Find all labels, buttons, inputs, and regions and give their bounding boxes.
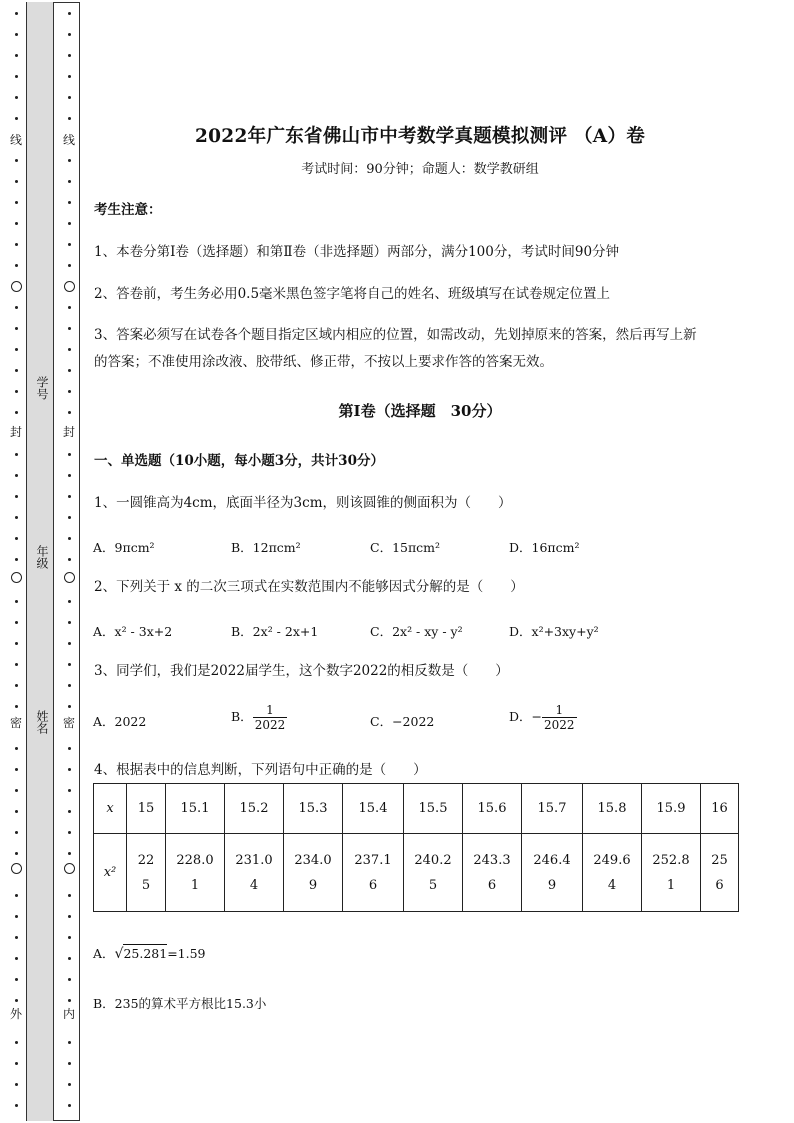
binding-dot bbox=[15, 663, 18, 666]
q3-option-a: A．2022 bbox=[93, 714, 147, 729]
cell-bottom: 9 bbox=[308, 877, 318, 893]
binding-dot bbox=[15, 705, 18, 708]
q3-option-d-prefix: D．− bbox=[509, 709, 542, 724]
cell-bottom: 5 bbox=[428, 877, 438, 893]
binding-circle-icon bbox=[64, 572, 75, 583]
inner-label-xian: 线 bbox=[62, 133, 75, 147]
table-cell bbox=[166, 834, 225, 912]
table-cell: 15.7 bbox=[522, 784, 583, 834]
q4-option-a-prefix: A． bbox=[93, 946, 115, 961]
binding-dot bbox=[15, 621, 18, 624]
table-row-x-squared bbox=[94, 834, 739, 912]
binding-dot bbox=[68, 768, 71, 771]
q1-option-a: A．9πcm² bbox=[93, 540, 155, 555]
binding-dot bbox=[15, 936, 18, 939]
binding-dot bbox=[15, 642, 18, 645]
notice-item-3-cont: 的答案；不准使用涂改液、胶带纸、修正带，不按以上要求作答的答案无效。 bbox=[94, 354, 553, 370]
binding-dot bbox=[15, 453, 18, 456]
binding-dot bbox=[68, 54, 71, 57]
binding-dot bbox=[68, 96, 71, 99]
q3-option-b-numerator: 1 bbox=[253, 703, 288, 718]
binding-dot bbox=[68, 537, 71, 540]
table-cell bbox=[463, 834, 522, 912]
exam-info: 考试时间：90分钟；命题人：数学教研组 bbox=[301, 162, 539, 177]
cell-bottom: 6 bbox=[368, 877, 378, 893]
q3-option-b-denominator: 2022 bbox=[254, 718, 286, 732]
binding-dot bbox=[68, 33, 71, 36]
table-cell: 16 bbox=[701, 784, 739, 834]
binding-dot bbox=[68, 222, 71, 225]
binding-dot bbox=[15, 1104, 18, 1107]
name-field: 姓名 bbox=[35, 710, 49, 734]
binding-dot bbox=[15, 180, 18, 183]
binding-dot bbox=[68, 621, 71, 624]
binding-dot bbox=[68, 789, 71, 792]
binding-dot bbox=[15, 831, 18, 834]
binding-dot bbox=[15, 411, 18, 414]
binding-dot bbox=[15, 957, 18, 960]
cell-top: 240.2 bbox=[414, 852, 452, 868]
binding-dot bbox=[15, 1083, 18, 1086]
student-id-field: 学号 bbox=[35, 376, 49, 400]
binding-dot bbox=[68, 684, 71, 687]
q4-option-a bbox=[93, 944, 206, 962]
binding-dot bbox=[15, 810, 18, 813]
q1-option-c: C．15πcm² bbox=[370, 540, 441, 555]
binding-dot bbox=[15, 516, 18, 519]
binding-dot bbox=[68, 180, 71, 183]
binding-dot bbox=[15, 747, 18, 750]
binding-dot bbox=[68, 453, 71, 456]
table-cell: 15.5 bbox=[404, 784, 463, 834]
q3-option-d-denominator: 2022 bbox=[544, 718, 575, 732]
cell-top: 228.0 bbox=[176, 852, 214, 868]
notice-item-3: 3、答案必须写在试卷各个题目指定区域内相应的位置，如需改动，先划掉原来的答案，然后再写上新 bbox=[94, 327, 697, 343]
table-cell bbox=[642, 834, 701, 912]
table-header-x-squared: x² bbox=[94, 834, 127, 912]
binding-dot bbox=[15, 327, 18, 330]
binding-dot bbox=[68, 516, 71, 519]
cell-top: 25 bbox=[711, 852, 728, 868]
binding-dot bbox=[15, 369, 18, 372]
binding-dot bbox=[68, 159, 71, 162]
binding-circle-icon bbox=[11, 572, 22, 583]
binding-dot bbox=[15, 75, 18, 78]
outer-label-xian: 线 bbox=[9, 133, 22, 147]
table-cell bbox=[127, 834, 166, 912]
cell-top: 243.3 bbox=[473, 852, 511, 868]
table-cell bbox=[284, 834, 343, 912]
binding-dot bbox=[15, 96, 18, 99]
binding-circle-icon bbox=[64, 863, 75, 874]
table-cell bbox=[583, 834, 642, 912]
binding-dot bbox=[68, 600, 71, 603]
cell-top: 249.6 bbox=[593, 852, 631, 868]
binding-dot bbox=[68, 831, 71, 834]
binding-dot bbox=[15, 348, 18, 351]
binding-dot bbox=[15, 915, 18, 918]
square-table bbox=[93, 783, 739, 912]
binding-dot bbox=[68, 852, 71, 855]
q1-option-b: B．12πcm² bbox=[231, 540, 301, 555]
q2-option-b: B．2x² - 2x+1 bbox=[231, 624, 319, 639]
cell-bottom: 4 bbox=[249, 877, 259, 893]
binding-dot bbox=[15, 33, 18, 36]
outer-label-feng: 封 bbox=[9, 425, 22, 439]
q3-option-b-prefix: B． bbox=[231, 709, 253, 724]
table-cell bbox=[343, 834, 404, 912]
cell-bottom: 6 bbox=[487, 877, 497, 893]
binding-circle-icon bbox=[64, 281, 75, 292]
binding-dot bbox=[15, 159, 18, 162]
binding-dot bbox=[15, 852, 18, 855]
binding-dot bbox=[15, 999, 18, 1002]
binding-dot bbox=[15, 684, 18, 687]
q2-option-a: A．x² - 3x+2 bbox=[93, 624, 173, 639]
cell-bottom: 4 bbox=[607, 877, 617, 893]
binding-dot bbox=[68, 306, 71, 309]
binding-dot bbox=[68, 705, 71, 708]
binding-dot bbox=[68, 264, 71, 267]
table-cell bbox=[225, 834, 284, 912]
binding-circle-icon bbox=[11, 863, 22, 874]
binding-dot bbox=[68, 915, 71, 918]
binding-dot bbox=[68, 1041, 71, 1044]
q4-option-a-radicand: 25.281 bbox=[123, 946, 168, 961]
binding-dot bbox=[68, 369, 71, 372]
binding-dot bbox=[68, 663, 71, 666]
binding-dot bbox=[68, 936, 71, 939]
part-heading: 一、单选题（10小题，每小题3分，共计30分） bbox=[94, 453, 384, 469]
binding-dot bbox=[15, 264, 18, 267]
binding-dot bbox=[68, 327, 71, 330]
question-4: 4、根据表中的信息判断，下列语句中正确的是（ ） bbox=[94, 762, 427, 778]
binding-dot bbox=[15, 789, 18, 792]
cell-bottom: 6 bbox=[715, 877, 724, 893]
binding-dot bbox=[15, 600, 18, 603]
binding-dot bbox=[68, 474, 71, 477]
binding-dot bbox=[15, 390, 18, 393]
q4-option-a-result: =1.59 bbox=[167, 946, 206, 961]
question-1: 1、一圆锥高为4cm，底面半径为3cm，则该圆锥的侧面积为（ ） bbox=[94, 495, 512, 511]
binding-dot bbox=[68, 390, 71, 393]
binding-dot bbox=[68, 75, 71, 78]
q3-option-b bbox=[231, 703, 287, 732]
table-cell bbox=[701, 834, 739, 912]
table-cell bbox=[522, 834, 583, 912]
cell-top: 231.0 bbox=[235, 852, 273, 868]
binding-dot bbox=[68, 747, 71, 750]
binding-dot bbox=[68, 810, 71, 813]
binding-dot bbox=[15, 558, 18, 561]
cell-top: 237.1 bbox=[354, 852, 392, 868]
binding-dot bbox=[15, 474, 18, 477]
binding-dot bbox=[68, 558, 71, 561]
cell-bottom: 1 bbox=[666, 877, 676, 893]
binding-dot bbox=[15, 768, 18, 771]
q3-option-b-fraction bbox=[253, 703, 288, 732]
binding-circle-icon bbox=[11, 281, 22, 292]
binding-dot bbox=[15, 54, 18, 57]
question-2: 2、下列关于 x 的二次三项式在实数范围内不能够因式分解的是（ ） bbox=[94, 579, 524, 595]
binding-dot bbox=[15, 222, 18, 225]
q3-option-d-fraction bbox=[542, 703, 577, 732]
notice-heading: 考生注意： bbox=[94, 202, 162, 218]
cell-bottom: 5 bbox=[141, 877, 151, 893]
binding-dot bbox=[68, 894, 71, 897]
q2-option-d: D．x²+3xy+y² bbox=[509, 624, 599, 639]
table-header-x: x bbox=[94, 784, 127, 834]
binding-dot bbox=[68, 117, 71, 120]
binding-dot bbox=[68, 348, 71, 351]
q2-option-c: C．2x² - xy - y² bbox=[370, 624, 463, 639]
binding-dot bbox=[15, 306, 18, 309]
page-title: 2022年广东省佛山市中考数学真题模拟测评 （A）卷 bbox=[194, 126, 646, 147]
table-cell: 15.2 bbox=[225, 784, 284, 834]
binding-dot bbox=[68, 201, 71, 204]
section-title: 第I卷（选择题 30分） bbox=[338, 402, 502, 420]
inner-label-nei: 内 bbox=[62, 1007, 75, 1021]
binding-dot bbox=[15, 1041, 18, 1044]
q1-option-d: D．16πcm² bbox=[509, 540, 580, 555]
binding-dot bbox=[15, 978, 18, 981]
binding-dot bbox=[15, 894, 18, 897]
binding-dot bbox=[68, 1062, 71, 1065]
binding-dot bbox=[68, 12, 71, 15]
binding-dot bbox=[68, 978, 71, 981]
binding-dot bbox=[68, 1104, 71, 1107]
inner-label-mi: 密 bbox=[62, 716, 75, 730]
grade-field: 年级 bbox=[35, 545, 49, 569]
outer-label-mi: 密 bbox=[9, 716, 22, 730]
inner-label-feng: 封 bbox=[62, 425, 75, 439]
binding-dot bbox=[15, 495, 18, 498]
cell-bottom: 9 bbox=[547, 877, 557, 893]
table-cell: 15.6 bbox=[463, 784, 522, 834]
cell-top: 252.8 bbox=[652, 852, 690, 868]
table-cell: 15.8 bbox=[583, 784, 642, 834]
binding-dot bbox=[68, 411, 71, 414]
binding-inner-box bbox=[53, 2, 80, 1121]
table-cell: 15.3 bbox=[284, 784, 343, 834]
cell-bottom: 1 bbox=[190, 877, 200, 893]
cell-top: 246.4 bbox=[533, 852, 571, 868]
binding-dot bbox=[68, 957, 71, 960]
table-cell: 15.1 bbox=[166, 784, 225, 834]
q4-option-b: B．235的算术平方根比15.3小 bbox=[93, 996, 267, 1011]
question-3: 3、同学们，我们是2022届学生，这个数字2022的相反数是（ ） bbox=[94, 663, 509, 679]
cell-top: 22 bbox=[137, 852, 155, 868]
binding-dot bbox=[68, 243, 71, 246]
sqrt-sign-icon: √ bbox=[114, 946, 124, 962]
table-cell: 15.4 bbox=[343, 784, 404, 834]
binding-dot bbox=[15, 243, 18, 246]
q3-option-d bbox=[509, 703, 577, 732]
outer-label-wai: 外 bbox=[9, 1007, 22, 1021]
binding-dot bbox=[68, 642, 71, 645]
binding-dot bbox=[68, 999, 71, 1002]
binding-dot bbox=[68, 1083, 71, 1086]
table-row-x bbox=[94, 784, 739, 834]
cell-top: 234.0 bbox=[294, 852, 332, 868]
binding-dot bbox=[68, 495, 71, 498]
binding-dot bbox=[15, 537, 18, 540]
q3-option-d-numerator: 1 bbox=[542, 703, 577, 718]
q3-option-c: C．−2022 bbox=[370, 714, 435, 729]
notice-item-1: 1、本卷分第I卷（选择题）和第Ⅱ卷（非选择题）两部分，满分100分，考试时间90分钟 bbox=[94, 244, 620, 260]
table-cell: 15 bbox=[127, 784, 166, 834]
binding-dot bbox=[15, 12, 18, 15]
table-cell bbox=[404, 834, 463, 912]
table-cell: 15.9 bbox=[642, 784, 701, 834]
binding-dot bbox=[15, 1062, 18, 1065]
binding-dot bbox=[15, 117, 18, 120]
notice-item-2: 2、答卷前，考生务必用0.5毫米黑色签字笔将自己的姓名、班级填写在试卷规定位置上 bbox=[94, 286, 611, 302]
binding-dot bbox=[15, 201, 18, 204]
